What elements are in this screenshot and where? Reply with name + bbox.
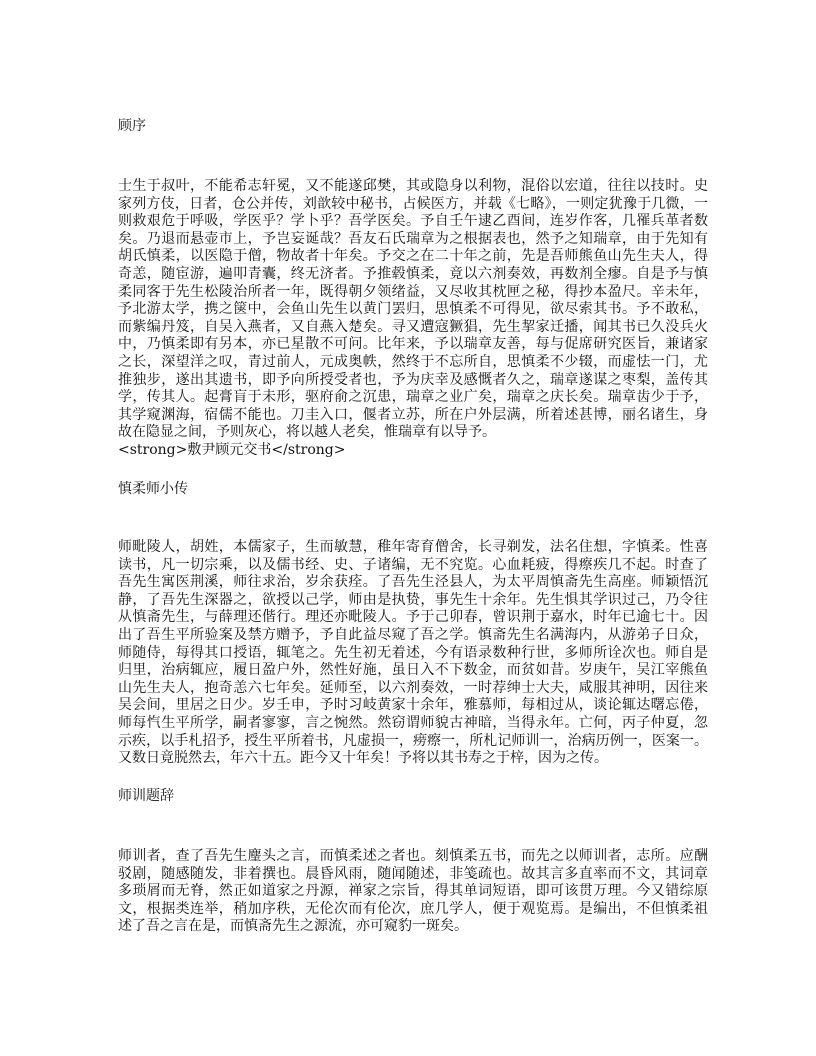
text-line: 之长，深望洋之叹，青过前人，元成奥帙，然终于不忘所自，思慎柔不少辍，而虚怯一门，尤 <box>118 353 708 370</box>
text-line: 中，乃慎柔即有另本，亦已星散不可问。比年来，予以瑞章友善，每与促席研究医旨，兼诸家 <box>118 336 708 353</box>
section-title-biography: 慎柔师小传 <box>118 481 188 497</box>
text-line: 归里，治病辄应，履日盈户外，然性好施，虽日入不下数金，而贫如昔。岁庚午，吴江宰熊鱼 <box>118 662 708 679</box>
text-line: 从慎斋先生，与薛理还偕行。理还亦毗陵人。予于己卯春，曾识荆于嘉水，时年已逾七十。因 <box>118 609 708 626</box>
section-title-teachings: 师训题辞 <box>118 788 174 804</box>
text-line: 静，了吾先生深器之，欲授以己学，师由是执贽，事先生十余年。先生惧其学识过己，乃令往 <box>118 591 708 608</box>
text-line: 其学窥渊海，宿儒不能也。刀圭入口，偃者立苏，所在户外层满，所着述甚博，丽名诸生，身 <box>118 406 708 423</box>
text-line: 故在隐显之间，予则灰心，将以越人老矣，惟瑞章有以导予。 <box>118 424 496 441</box>
text-line: 柔同客于先生松陵治所者一年，既得朝夕领绪益，又尽收其枕匣之秘，得抄本盈尺。辛未年， <box>118 283 708 300</box>
text-line: 师随侍，每得其口授语，辄笔之。先生初无着述，今有语录数种行世，多师所诠次也。师自是 <box>118 644 708 661</box>
text-line: 驳剧，随感随发，非着撰也。晨昏风雨，随闻随述，非笺疏也。故其言多直率而不文，其词章 <box>118 865 708 882</box>
biography-body <box>118 539 708 768</box>
text-line: 吾先生寓医荆溪，师往求治，岁余获痊。了吾先生泾县人，为太平周慎斋先生高座。师颖悟沉 <box>118 574 708 591</box>
text-line: 学，传其人。起膏肓于未形，驱府俞之沉患，瑞章之业广矣，瑞章之庆长矣。瑞章齿少于予， <box>118 389 708 406</box>
teachings-body <box>118 848 708 936</box>
text-line: 文，根据类连举，稍加序秩，无伦次而有伦次，庶几学人，便于观览焉。是编出，不但慎柔祖 <box>118 900 708 917</box>
text-line: 胡氏慎柔，以医隐于僧，物故者十年矣。予交之在二十年之前，先是吾师熊鱼山先生夫人，得 <box>118 248 708 265</box>
preface-body <box>118 178 708 460</box>
text-line: 示疾，以手札招予，授生平所着书，凡虚损一，痨瘵一，所札记师训一，治病历例一，医案一。 <box>118 732 708 749</box>
text-line: 读书，凡一切宗乘，以及儒书经、史、子诸编，无不究览。心血耗疲，得瘵疾几不起。时查了 <box>118 556 708 573</box>
text-line: 而紫编丹笈，自吴入燕者，又自燕入楚矣。寻又遭寇獗猖，先生挈家迁播，闻其书已久没兵火 <box>118 318 708 335</box>
text-line: 多琐屑而无脊，然正如道家之丹源，禅家之宗旨，得其单词短语，即可该贯万理。今又错综原 <box>118 883 708 900</box>
text-line: 师每忾生平所学，嗣者寥寥，言之惋然。然窃谓师貌古神暗，当得永年。亡何，丙子仲夏，忽 <box>118 714 708 731</box>
text-line: 出了吾生平所验案及禁方赠予，予自此益尽窥了吾之学。慎斋先生名满海内，从游弟子日众， <box>118 626 708 643</box>
text-line: 家列方伎，日者，仓公并传，刘歆较中秘书，占候医方，并载《七略》，一则定犹豫于几微，一 <box>118 195 708 212</box>
text-line: 述了吾之言在是，而慎斋先生之源流，亦可窥豹一斑矣。 <box>118 918 468 935</box>
text-line: 矣。乃退而悬壶市上，予岂妄诞哉？吾友石氏瑞章为之根据表也，然予之知瑞章，由于先知有 <box>118 230 708 247</box>
text-line: 则救艰危于呼吸，学医乎？学卜乎？吾学医矣。予自壬午逮乙酉间，连岁作客，几罹兵革者数 <box>118 213 708 230</box>
text-line: 士生于叔叶，不能希志轩冕，又不能遂邱樊，其或隐身以利物，混俗以宏道，往往以技时。史 <box>118 178 708 194</box>
text-line: 推独步，遂出其遗书，即予向所授受者也，予为庆幸及感慨者久之，瑞章遂谋之枣梨，盖传其 <box>118 371 708 388</box>
text-line: 奇恙，随宦游，遍叩青囊，终无济者。予推毂慎柔，竟以六剂奏效，再数剂全瘳。自是予与慎 <box>118 265 708 282</box>
text-line: 又数日竟脱然去，年六十五。距今又十年矣！予将以其书寿之于梓，因为之传。 <box>118 750 608 767</box>
signature-line: <strong>敷尹顾元交书</strong> <box>118 441 346 458</box>
text-line: 山先生夫人，抱奇恙六七年矣。延师至，以六剂奏效，一时荐绅士大夫，咸服其神明，因往来 <box>118 679 708 696</box>
text-line: 予北游太学，携之箧中，会鱼山先生以黄门罢归，思慎柔不可得见，欲尽索其书。予不敢私， <box>118 301 708 318</box>
text-line: 师毗陵人，胡姓，本儒家子，生而敏慧，稚年寄育僧舍，长寻剃发，法名住想，字慎柔。性喜 <box>118 539 708 555</box>
text-line: 师训者，查了吾先生麈头之言，而慎柔述之者也。刻慎柔五书，而先之以师训者，志所。应酬 <box>118 848 708 864</box>
text-line: 吴会间，里居之日少。岁壬申，予时习岐黄家十余年，雅慕师，每相过从，谈论辄达曙忘倦， <box>118 697 708 714</box>
section-title-preface: 顾序 <box>118 118 146 134</box>
